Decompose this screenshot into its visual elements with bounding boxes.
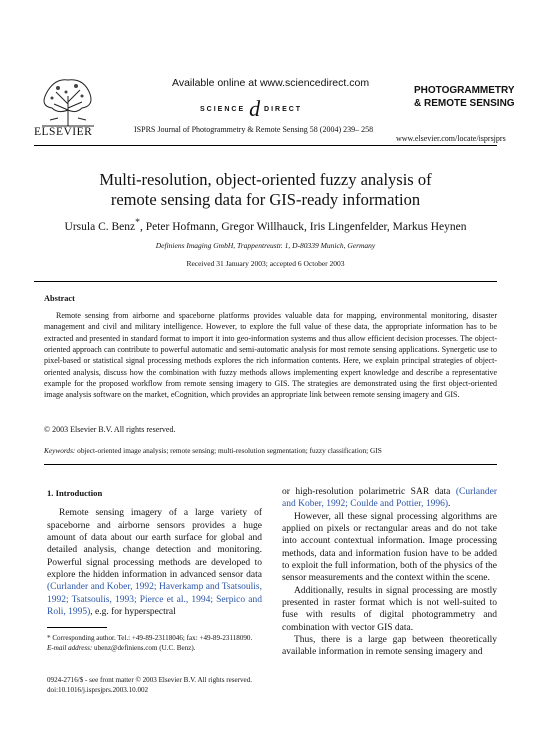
col2-paragraph-3: Thus, there is a large gap between theoretically available information in remote sensing imagery and <box>282 635 497 658</box>
sd-right-word: DIRECT <box>264 105 303 113</box>
col2-paragraph-0 <box>282 486 497 511</box>
corresponding-author-note: * Corresponding author. Tel.: +49-89-23118046; fax: +49-89-23118090. <box>47 634 253 642</box>
publisher-name: ELSEVIER <box>34 126 93 138</box>
journal-name-line1: PHOTOGRAMMETRY <box>414 85 515 96</box>
c2p0-text-b: . <box>448 499 451 510</box>
front-matter-info <box>47 675 252 695</box>
section-heading: 1. Introduction <box>47 488 103 498</box>
body-column-right <box>282 486 497 659</box>
keywords <box>44 446 497 455</box>
received-dates: Received 31 January 2003; accepted 6 October 2003 <box>186 259 345 268</box>
abstract-heading: Abstract <box>44 294 75 303</box>
abstract-text: Remote sensing from airborne and spaceborne platforms provides valuable data for mapping, environmental monitoring, disaster management and civil and military intelligence. However, to explore the full value of these data, the appropriate information has to be extracted and presented in standard format to import it into geo-information systems and thus allow efficient decision processes. The object-oriented approach can contribute to powerful automatic and semi-automatic analysis for most remote sensing applications. Synergetic use to pixel-based or statistical signal processing methods explores the rich information contents. Here, we explain principal strategies of object-oriented analysis, discuss how the combination with fuzzy methods allows implementing expert knowledge and describe a representative example for the proposed workflow from remote sensing imagery to GIS. The strategies are demonstrated using the first object-oriented image analysis software on the market, eCognition, which provides an appropriate link between remote sensing imagery and GIS. <box>44 311 497 400</box>
copyright-notice: © 2003 Elsevier B.V. All rights reserved. <box>44 425 176 434</box>
keywords-list: object-oriented image analysis; remote sensing; multi-resolution segmentation; fuzzy classification; GIS <box>75 446 382 455</box>
elsevier-tree-logo-icon <box>36 74 100 128</box>
p1-text-a: Remote sensing imagery of a large variety of spaceborne and airborne sensors provides a huge amount of data about our earth surface for global and detailed analysis, change detection and monitoring. Powerful signal processing methods are developed to explore the hidden information in advanced sensor data <box>47 508 262 581</box>
sciencedirect-logo <box>200 96 302 122</box>
issn-line: 0924-2716/$ - see front matter © 2003 Elsevier B.V. All rights reserved. <box>47 676 253 684</box>
p1-text-b: , e.g. for hyperspectral <box>90 607 176 618</box>
other-authors: , Peter Hofmann, Gregor Willhauck, Iris Lingenfelder, Markus Heynen <box>139 220 467 233</box>
c2p0-text-a: or high-resolution polarimetric SAR data <box>282 487 456 497</box>
journal-url[interactable]: www.elsevier.com/locate/isprsjprs <box>396 134 506 143</box>
title-line-2: remote sensing data for GIS-ready information <box>110 190 421 209</box>
footnote <box>47 633 262 653</box>
article-title <box>34 170 497 210</box>
doi-line[interactable]: doi:10.1016/j.isprsjprs.2003.10.002 <box>47 686 149 694</box>
c2p0-citations[interactable]: (Curlander and Kober, 1992; Coulde and Pottier, 1996) <box>282 487 497 510</box>
intro-paragraph-1 <box>47 507 262 618</box>
col2-paragraph-1: However, all these signal processing algorithms are applied on pixels or rectangular areas and do not take into account contextual information. Image processing methods, data and information fusion have to be added to exploit the full information, both of the physics of the sensor measurements and the context within the scene. <box>282 511 497 584</box>
journal-reference: ISPRS Journal of Photogrammetry & Remote Sensing 58 (2004) 239– 258 <box>134 125 374 134</box>
title-divider <box>34 281 497 282</box>
title-line-1: Multi-resolution, object-oriented fuzzy analysis of <box>99 170 432 189</box>
journal-name-line2: & REMOTE SENSING <box>414 98 515 109</box>
header-divider <box>34 145 497 146</box>
keywords-label: Keywords: <box>44 446 76 455</box>
email-label: E-mail address: <box>47 644 93 652</box>
body-column-left <box>47 487 262 618</box>
journal-name-logo <box>414 84 515 110</box>
author-list <box>34 217 497 233</box>
col2-paragraph-2: Additionally, results in signal processing are mostly presented in raster format which is not well-suited to fuse with results of digital photogrammetry and combination with vector GIS data. <box>282 585 497 633</box>
p1-citations[interactable]: (Curlander and Kober, 1992; Haverkamp and Tsatsoulis, 1992; Tsatsoulis, 1993; Pierce et al., 1994; Serpico and Roli, 1995) <box>47 582 262 618</box>
affiliation: Definiens Imaging GmbH, Trappentreustr. 1, D-80339 Munich, Germany <box>155 241 376 250</box>
corresponding-mark[interactable]: * <box>135 217 140 228</box>
available-online-text[interactable]: Available online at www.sciencedirect.com <box>172 77 370 89</box>
email-line <box>47 643 262 653</box>
first-author: Ursula C. Benz <box>64 220 136 233</box>
email-address[interactable]: ubenz@definiens.com (U.C. Benz). <box>92 644 196 652</box>
footnote-divider <box>47 627 107 628</box>
sd-left-word: SCIENCE <box>200 105 246 113</box>
keywords-divider <box>44 464 497 465</box>
sd-at-glyph: d <box>249 96 261 121</box>
